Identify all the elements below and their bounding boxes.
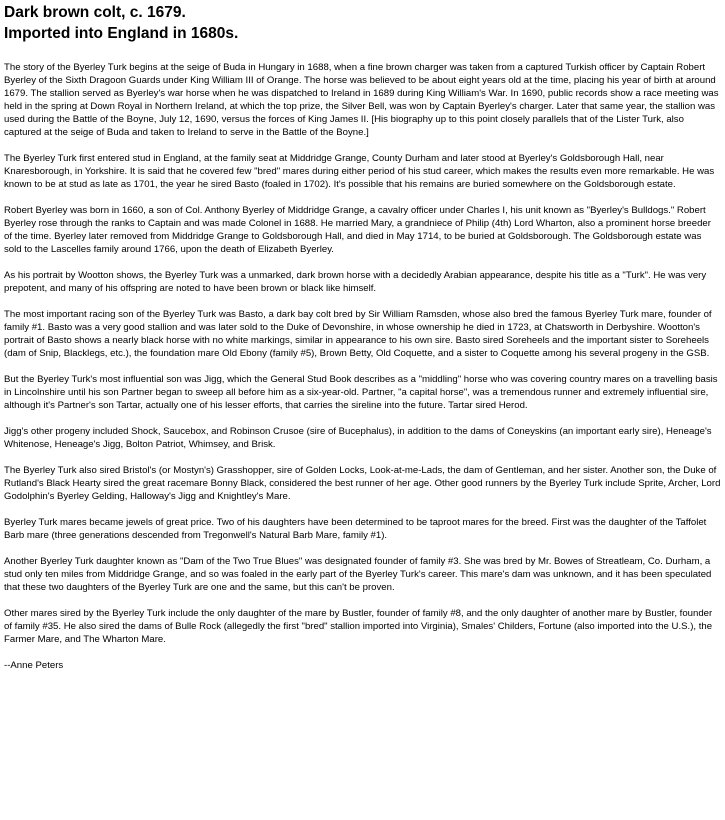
paragraph-basto: The most important racing son of the Byerley Turk was Basto, a dark bay colt bred by Sir William Ramsden, whose also bred the famous Byerley Turk mare, founder of family #1. Basto was a very good stallion and was later sold to the Duke of Devonshire, in whose ownership he died in 1723, at Chatsworth in Derbyshire. Wootton's portrait of Basto shows a nearly black horse with no white markings, similar in appearance to his own sire. Basto sired Soreheels and the important sister to Soreheels (dam of Snip, Blacklegs, etc.), the foundation mare Old Ebony (family #5), Brown Betty, Old Coquette, and a sister to Coquette among his several progeny in the GSB.	[4, 309, 712, 359]
paragraph-two-true-blues: Another Byerley Turk daughter known as "Dam of the Two True Blues" was designated founder of family #3. She was bred by Mr. Bowes of Streatleam, Co. Durham, a stud only ten miles from Middridge Grange, and so was foaled in the early part of the Byerley Turk's career. This mare's dam was unknown, and it has been speculated that these two daughters of the Byerley Turk are one and the same, but this can't be proven.	[4, 556, 712, 593]
article-body	[4, 61, 721, 672]
paragraph-other-sons: The Byerley Turk also sired Bristol's (or Mostyn's) Grasshopper, sire of Golden Locks, Look-at-me-Lads, the dam of Gentleman, and her sister. Another son, the Duke of Rutland's Black Hearty sired the great racemare Bonny Black, considered the best runner of her age. Other good runners by the Byerley Turk include Sprite, Archer, Lord Godolphin's Byerley Gelding, Halloway's Jigg and Knightley's Mare.	[4, 465, 721, 502]
paragraph-portrait: As his portrait by Wootton shows, the Byerley Turk was a unmarked, dark brown horse with a decidedly Arabian appearance, despite his title as a "Turk". He was very prepotent, and many of his offspring are noted to have been brown or black like himself.	[4, 270, 707, 294]
title-line-2: Imported into England in 1680s.	[4, 25, 239, 42]
paragraph-origin: The story of the Byerley Turk begins at the seige of Buda in Hungary in 1688, when a fine brown charger was taken from a captured Turkish officer by Captain Robert Byerley of the Sixth Dragoon Guards under King William III of Orange. The horse was believed to be about eight years old at the time, placing his year of birth at around 1679. The stallion served as Byerley's war horse when he was dispatched to Ireland in 1689 during King William's War. In 1690, public records show a race meeting was held in the spring at Down Royal in Northern Ireland, at which the top prize, the Silver Bell, was won by Captain Byerley's charger. Later that same year, the stallion was used during the Battle of the Boyne, July 12, 1690, versus the forces of King James II. [His biography up to this point closely parallels that of the Lister Turk, also captured at the seige of Buda and taken to Ireland to serve in the Battle of the Boyne.]	[4, 62, 719, 138]
paragraph-stud-career: The Byerley Turk first entered stud in England, at the family seat at Middridge Grange, County Durham and later stood at Byerley's Goldsborough Hall, near Knaresborough, in Yorkshire. It is said that he covered few "bred" mares during either period of his stud career, which makes the results even more remarkable. He was known to be at stud as late as 1701, the year he sired Basto (foaled in 1702). It's possible that his remains are buried somewhere on the Goldsborough estate.	[4, 153, 715, 190]
author-signature: --Anne Peters	[4, 660, 64, 671]
page-title	[4, 2, 721, 44]
title-line-1: Dark brown colt, c. 1679.	[4, 4, 186, 21]
paragraph-robert-byerley: Robert Byerley was born in 1660, a son of Col. Anthony Byerley of Middridge Grange, a cavalry officer under Charles I, his unit known as "Byerley's Bulldogs." Robert Byerley rose through the ranks to Captain and was made Colonel in 1688. He married Mary, a grandniece of Philip (4th) Lord Wharton, also a prominent horse breeder of the time. Byerley later removed from Middridge Grange to Goldsborough Hall, and died in May 1714, to be buried at Goldsborough. The Goldsborough estate was sold to the Lascelles family around 1766, upon the death of Elizabeth Byerley.	[4, 205, 711, 255]
paragraph-jigg: But the Byerley Turk's most influential son was Jigg, which the General Stud Book describes as a "middling" horse who was covering country mares on a travelling basis in Lincolnshire until his son Partner began to sweep all before him as a six-year-old. Partner, "a capital horse", was a tremendous runner and extremely influential sire, although it's Partner's son Tartar, actually one of his lesser efforts, that carries the sireline into the future. Tartar sired Herod.	[4, 374, 718, 411]
paragraph-taproot-mares: Byerley Turk mares became jewels of great price. Two of his daughters have been determined to be taproot mares for the breed. First was the daughter of the Taffolet Barb mare (three generations descended from Tregonwell's Natural Barb Mare, family #1).	[4, 517, 707, 541]
paragraph-jigg-progeny: Jigg's other progeny included Shock, Saucebox, and Robinson Crusoe (sire of Bucephalus), in addition to the dams of Coneyskins (an important early sire), Heneage's Whitenose, Heneage's Jigg, Bolton Patriot, Whimsey, and Brisk.	[4, 426, 712, 450]
paragraph-other-mares: Other mares sired by the Byerley Turk include the only daughter of the mare by Bustler, founder of family #8, and the only daughter of another mare by Bustler, founder of family #35. He also sired the dams of Bulle Rock (allegedly the first "bred" stallion imported into Virginia), Smales' Childers, Fortune (also imported into the U.S.), the Farmer Mare, and The Wharton Mare.	[4, 608, 713, 645]
